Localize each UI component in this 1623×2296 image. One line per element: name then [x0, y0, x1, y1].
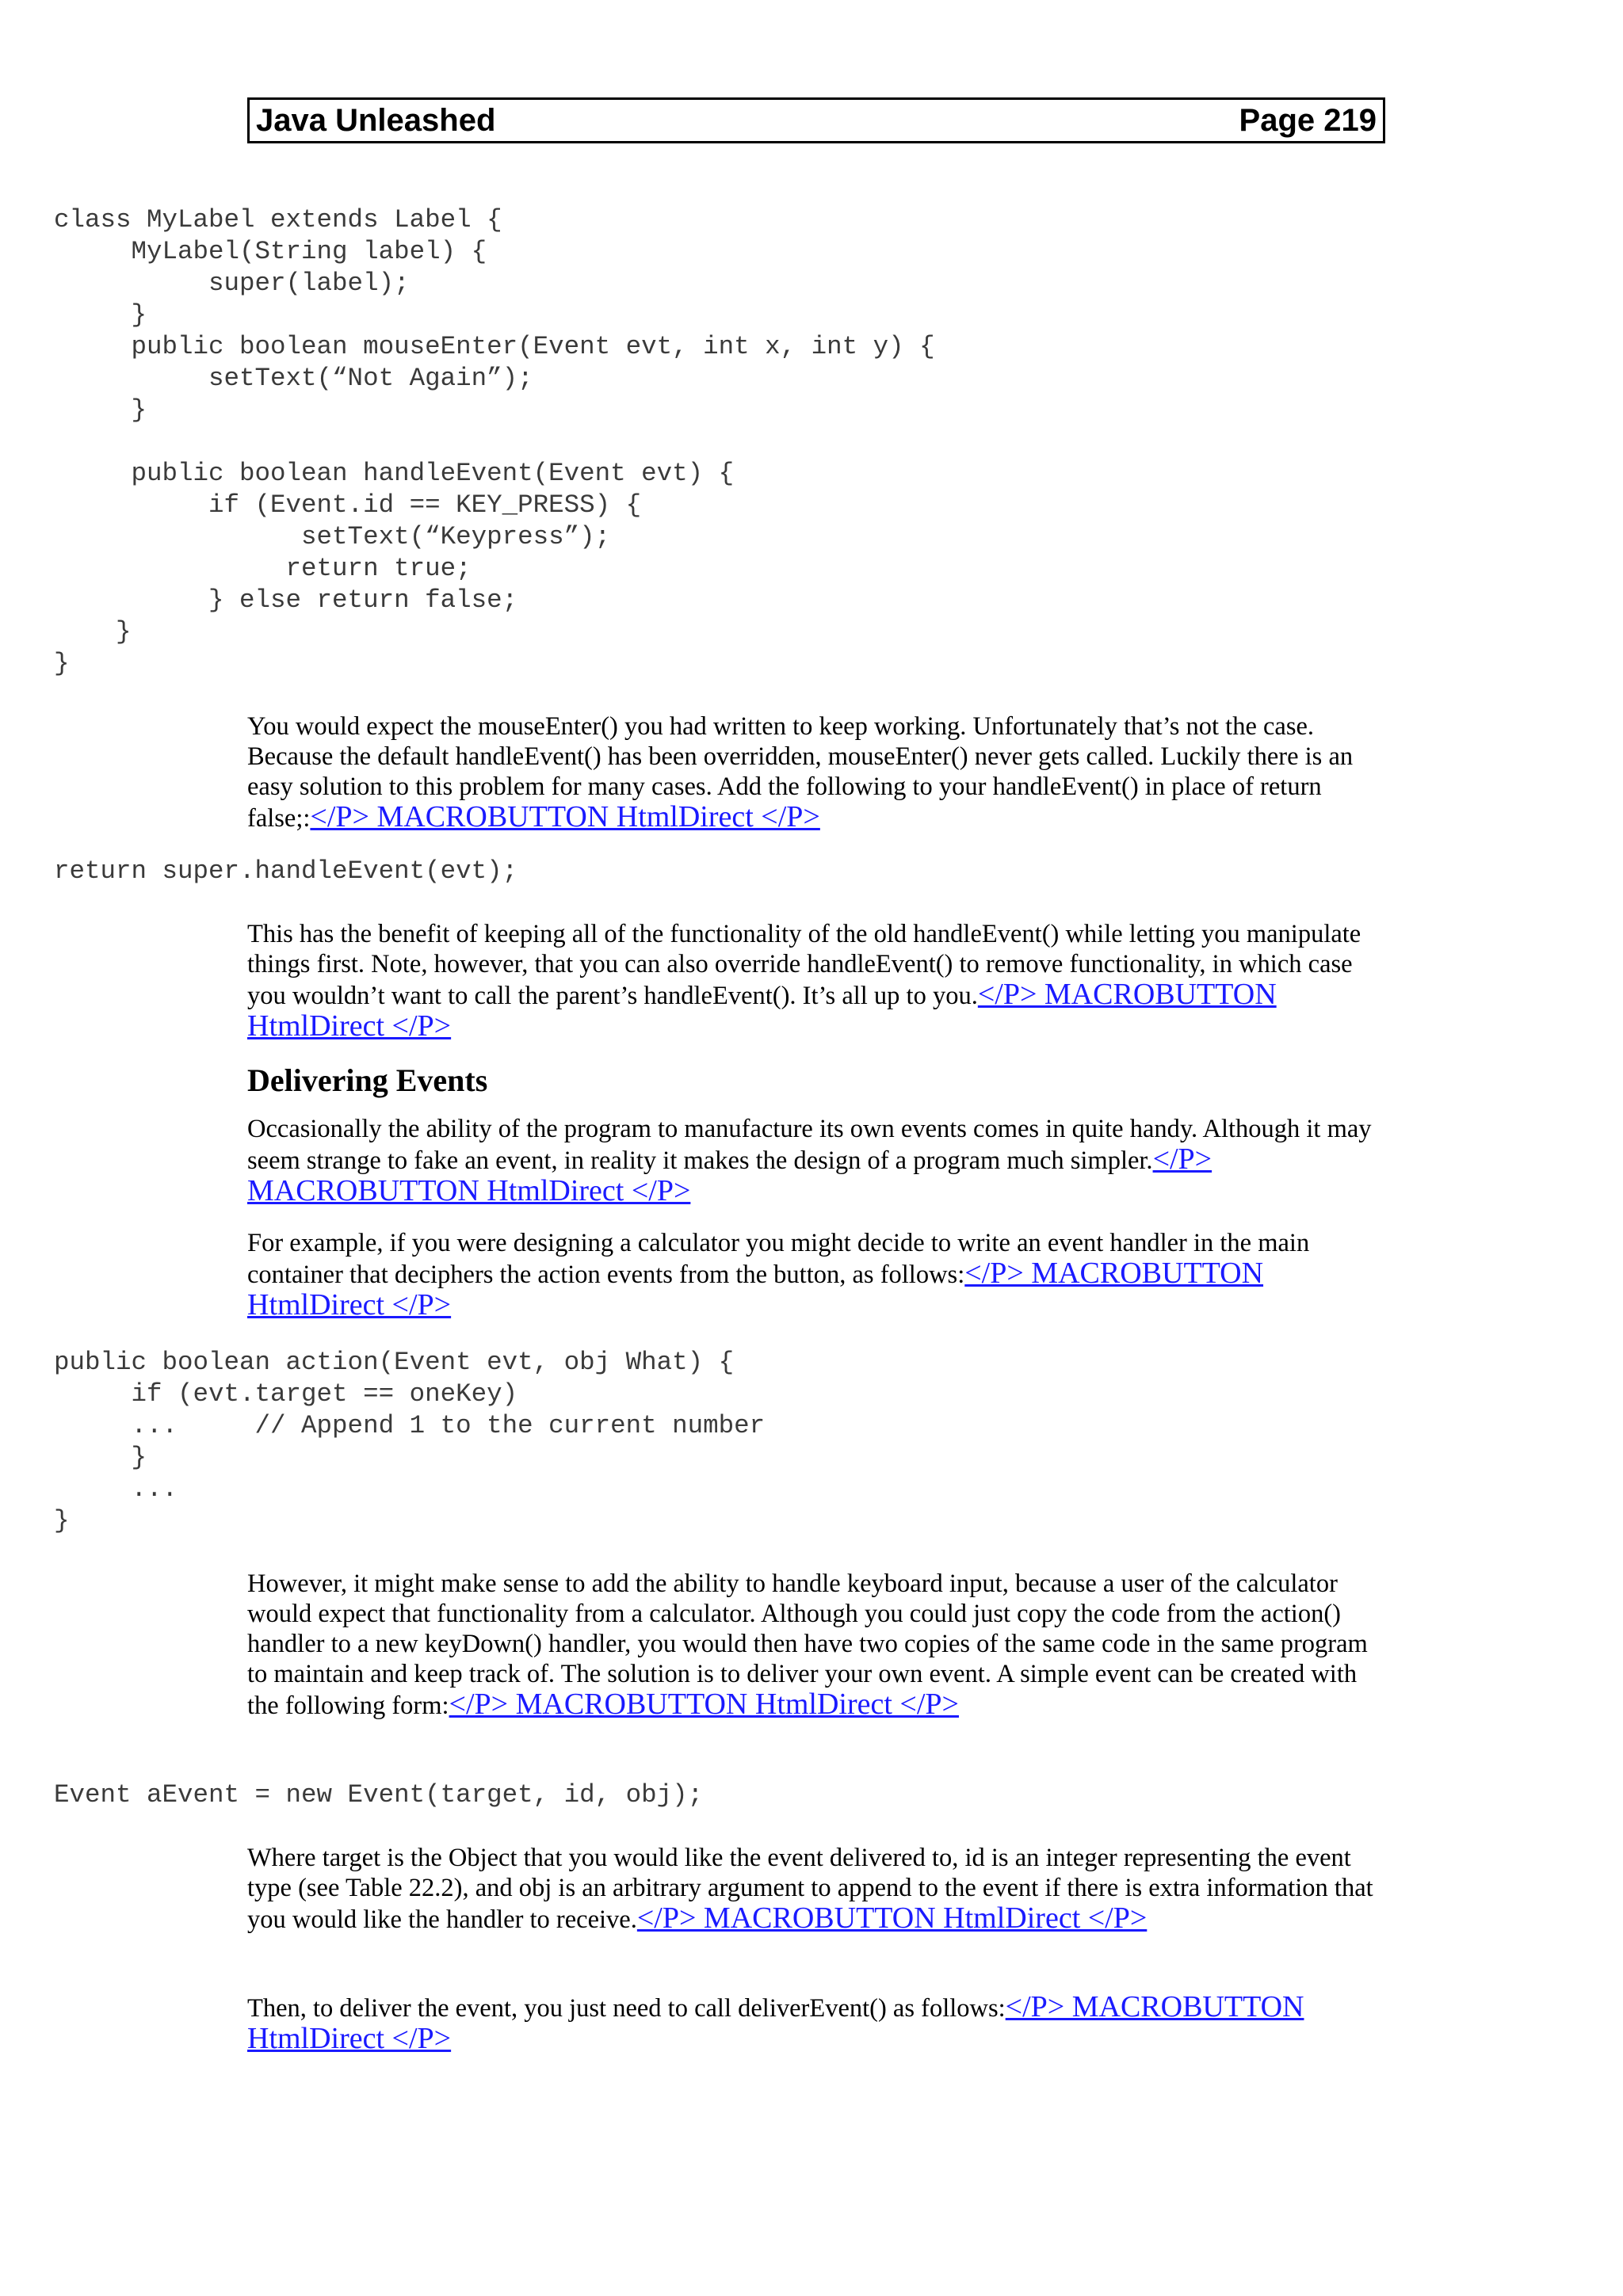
macrobutton-link[interactable]: </P> MACROBUTTON HtmlDirect </P> [310, 800, 820, 833]
paragraph-event-params [247, 1843, 1388, 1935]
paragraph-mouseenter [247, 711, 1388, 833]
paragraph-benefit [247, 919, 1388, 1043]
paragraph-occasionally [247, 1114, 1388, 1207]
macrobutton-link[interactable]: </P> MACROBUTTON HtmlDirect </P> [636, 1901, 1148, 1935]
macrobutton-link[interactable]: </P> MACROBUTTON HtmlDirect </P> [247, 1142, 1212, 1207]
paragraph-text: Then, to deliver the event, you just need to call deliverEvent() as follows: [247, 1994, 1006, 2023]
macrobutton-link[interactable]: </P> MACROBUTTON HtmlDirect </P> [247, 1257, 1264, 1322]
page-number: Page 219 [1239, 103, 1377, 138]
paragraph-text: This has the benefit of keeping all of the functionality of the old handleEvent() while letting you manipulate things first. Note, however, that you can also override handleEvent() to remove functionality, in which case you wouldn’t want to call the parent’s handleEvent(). It’s all up to you. [247, 920, 1361, 1010]
paragraph-text: You would expect the mouseEnter() you had written to keep working. Unfortunately that’s not the case. Because the default handleEvent() has been overridden, mouseEnter() never gets called. Luckily there is an easy solution to this problem for many cases. Add the following to your handleEvent() in place of return false;: [247, 712, 1354, 833]
page-header [247, 97, 1385, 143]
section-heading: Delivering Events [247, 1062, 488, 1098]
paragraph-keyboard-input [247, 1569, 1388, 1721]
book-title: Java Unleashed [256, 103, 496, 138]
macrobutton-link[interactable]: </P> MACROBUTTON HtmlDirect </P> [449, 1688, 959, 1721]
paragraph-text: For example, if you were designing a calculator you might decide to write an event handler in the main container that deciphers the action events from the button, as follows: [247, 1229, 1310, 1289]
paragraph-calculator-example [247, 1228, 1388, 1322]
code-block-action: public boolean action(Event evt, obj What) { if (evt.target == oneKey) ... // Append 1 to the current number } ... } [54, 1348, 766, 1535]
macrobutton-link[interactable]: </P> MACROBUTTON HtmlDirect </P> [247, 978, 1277, 1043]
paragraph-text: However, it might make sense to add the ability to handle keyboard input, because a user of the calculator would expect that functionality from a calculator. Although you could just copy the code from the action() handler to a new keyDown() handler, you would then have two copies of the same code in the same program to maintain and keep track of. The solution is to deliver your own event. A simple event can be created with the following form: [247, 1569, 1368, 1720]
paragraph-text: Occasionally the ability of the program to manufacture its own events comes in quite handy. Although it may seem strange to fake an event, in reality it makes the design of a program much simpler. [247, 1115, 1372, 1175]
macrobutton-link[interactable]: </P> MACROBUTTON HtmlDirect </P> [247, 1990, 1304, 2055]
code-block-super-handleevent: return super.handleEvent(evt); [54, 856, 518, 886]
code-block-new-event: Event aEvent = new Event(target, id, obj); [54, 1780, 704, 1810]
code-block-mylabel: class MyLabel extends Label { MyLabel(String label) { super(label); } public boolean mouseEnter(Event evt, int x, int y) { setText(“Not Again”); } public boolean handleEvent(Event evt) { if (Event.id == KEY_PRESS) { setText(“Keypress”); return true; } else return false; } } [54, 205, 935, 678]
paragraph-text: Where target is the Object that you would like the event delivered to, id is an integer representing the event type (see Table 22.2), and obj is an arbitrary argument to append to the event if there is extra information that you would like the handler to receive. [247, 1844, 1373, 1934]
paragraph-deliver-event [247, 1992, 1388, 2055]
